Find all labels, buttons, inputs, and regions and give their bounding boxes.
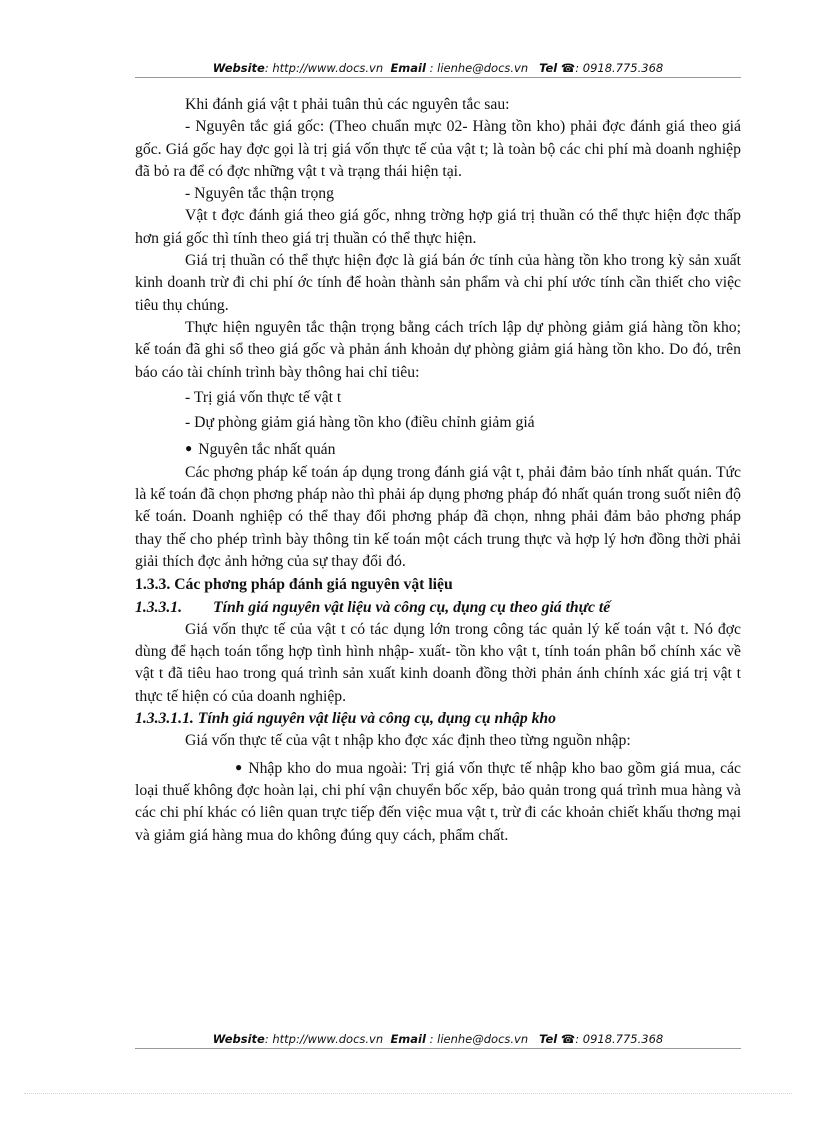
paragraph: Giá vốn thực tế của vật t nhập kho đợc xác định theo từng nguồn nhập: bbox=[185, 732, 631, 750]
bullet-item bbox=[135, 756, 741, 847]
phone-icon: ☎ bbox=[560, 61, 576, 75]
footer-email[interactable]: : lienhe@docs.vn bbox=[429, 1032, 529, 1046]
paragraph: Giá vốn thực tế của vật t có tác dụng lớn trong công tác quản lý kế toán vật t. Nó đợc dùng để hạch toán tổng hợp tình hình nhập- xuất- tồn kho vật t, tính toán phân bổ chính xác về vật t đã tiêu hao trong quá trình sản xuất kinh doanh đồng thời phản ánh chính xác giá trị vật t thực tế hiện có của doanh nghiệp. bbox=[135, 620, 741, 705]
list-item: - Nguyên tắc thận trọng bbox=[185, 185, 334, 203]
bullet-text: Nhập kho do mua ngoài: Trị giá vốn thực tế nhập kho bao gồm giá mua, các loại thuế không đợc hoàn lại, chi phí vận chuyển bốc xếp, bảo quản trong quá trình mua hàng và các chi phí khác có liên quan trực tiếp đến việc mua vật t, trừ đi các khoản chiết khấu thơng mại và giảm giá hàng mua do không đúng quy cách, phẩm chất. bbox=[135, 759, 741, 844]
page-header bbox=[135, 61, 741, 78]
footer-email-label: Email bbox=[390, 1032, 426, 1046]
footer-tel: : 0918.775.368 bbox=[575, 1032, 664, 1046]
document-body bbox=[135, 94, 741, 847]
subsection-title: Tính giá nguyên vật liệu và công cụ, dụng cụ theo giá thực tế bbox=[213, 598, 611, 616]
bullet-icon: ● bbox=[235, 759, 243, 774]
paragraph: Thực hiện nguyên tắc thận trọng bằng cách trích lập dự phòng giảm giá hàng tồn kho; kế toán đã ghi sổ theo giá gốc và phản ánh khoản dự phòng giảm giá hàng tồn kho. Do đó, trên báo cáo tài chính trình bày thông hai chỉ tiêu: bbox=[135, 318, 741, 381]
section-heading: 1.3.3. Các phơng pháp đánh giá nguyên vật liệu bbox=[135, 576, 453, 594]
footer-website-url[interactable]: : http://www.docs.vn bbox=[264, 1032, 384, 1046]
list-item: - Dự phòng giảm giá hàng tồn kho (điều chỉnh giảm giá bbox=[185, 414, 535, 432]
subsection-heading bbox=[135, 597, 741, 619]
paragraph: Khi đánh giá vật t phải tuân thủ các nguyên tắc sau: bbox=[185, 96, 510, 113]
header-website-label: Website bbox=[212, 61, 265, 75]
paragraph: Vật t đợc đánh giá theo giá gốc, nhng trờng hợp giá trị thuần có thể thực hiện đợc thấp hơn giá gốc thì tính theo giá trị thuần có thể thực hiện. bbox=[135, 207, 741, 247]
bullet-text: Nguyên tắc nhất quán bbox=[198, 441, 336, 459]
paragraph: Giá trị thuần có thể thực hiện đợc là giá bán ớc tính của hàng tồn kho trong kỳ sản xuất kinh doanh trừ đi chi phí ớc tính để hoàn thành sản phẩm và chi phí ước tính cần thiết cho việc tiêu thụ chúng. bbox=[135, 252, 741, 314]
subsection-number: 1.3.3.1. bbox=[135, 598, 183, 616]
bullet-item bbox=[135, 437, 741, 461]
header-email[interactable]: : lienhe@docs.vn bbox=[429, 61, 529, 75]
header-tel-label: Tel bbox=[539, 61, 558, 75]
phone-icon: ☎ bbox=[560, 1032, 576, 1046]
page-footer bbox=[135, 1032, 741, 1049]
header-website-url[interactable]: : http://www.docs.vn bbox=[264, 61, 384, 75]
bullet-icon: ● bbox=[185, 441, 193, 456]
paragraph: - Nguyên tắc giá gốc: (Theo chuẩn mực 02- Hàng tồn kho) phải đợc đánh giá theo giá gốc. Giá gốc hay đợc gọi là trị giá vốn thực tế của vật t; là toàn bộ các chi phí mà doanh nghiệp đã bỏ ra để có đợc những vật t và trạng thái hiện tại. bbox=[135, 118, 741, 180]
header-tel: : 0918.775.368 bbox=[575, 61, 664, 75]
page-edge-divider bbox=[24, 1093, 792, 1094]
footer-tel-label: Tel bbox=[539, 1032, 558, 1046]
header-email-label: Email bbox=[390, 61, 426, 75]
subsubsection-heading: 1.3.3.1.1. Tính giá nguyên vật liệu và công cụ, dụng cụ nhập kho bbox=[135, 710, 557, 728]
footer-website-label: Website bbox=[212, 1032, 265, 1046]
list-item: - Trị giá vốn thực tế vật t bbox=[185, 388, 342, 406]
paragraph: Các phơng pháp kế toán áp dụng trong đánh giá vật t, phải đảm bảo tính nhất quán. Tức là kế toán đã chọn phơng pháp nào thì phải áp dụng phơng pháp đó nhất quán trong suốt niên độ kế toán. Doanh nghiệp có thể thay đổi phơng pháp đã chọn, nhng phải đảm bảo phơng pháp thay thế cho phép trình bày thông tin kế toán một cách trung thực và hợp lý hơn đồng thời phải giải thích đợc ảnh hởng của sự thay đổi đó. bbox=[135, 463, 741, 570]
